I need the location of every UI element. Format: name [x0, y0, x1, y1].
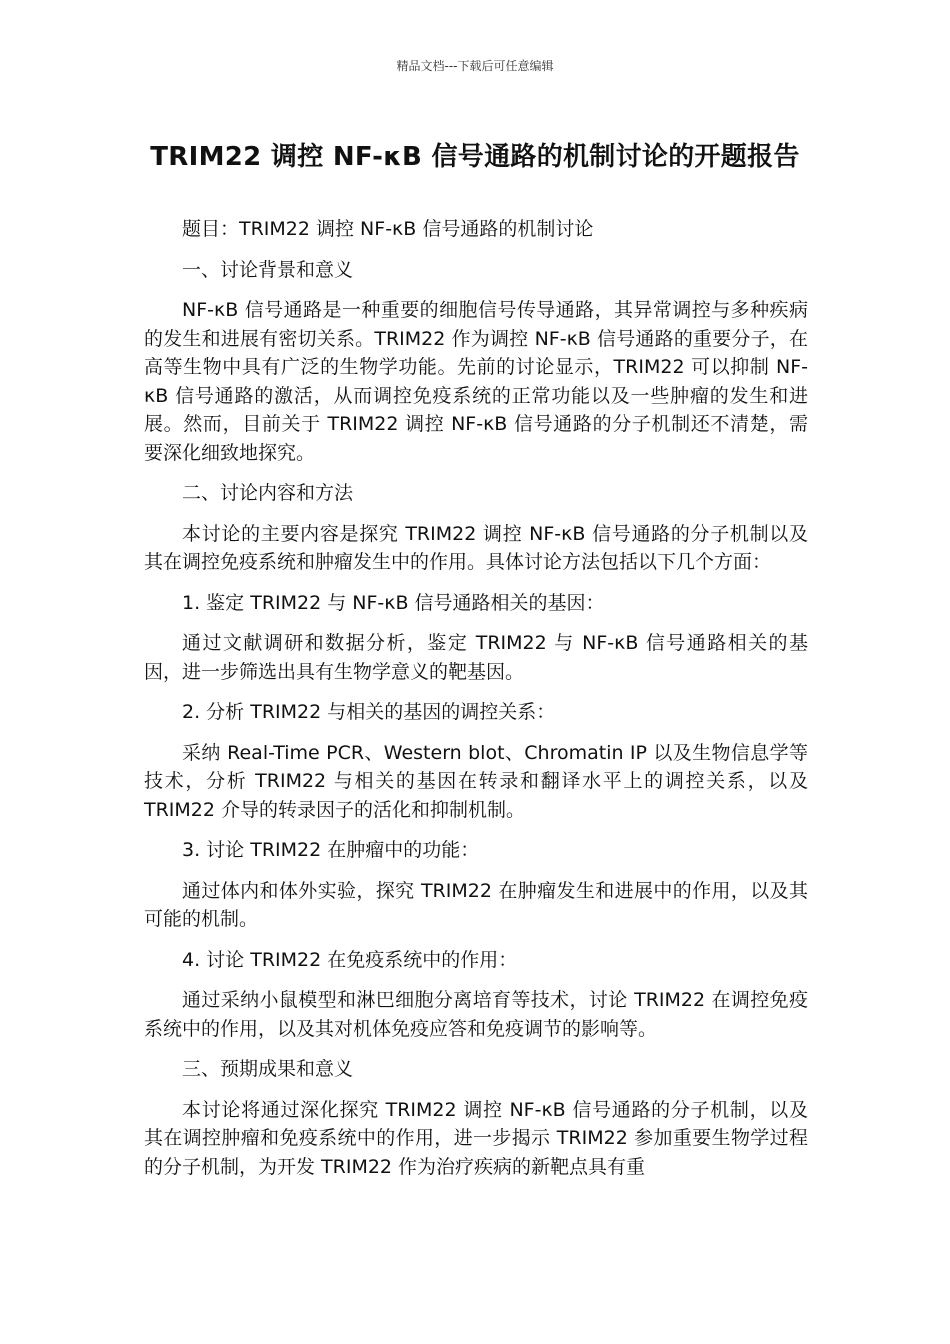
outcomes-paragraph: 本讨论将通过深化探究 TRIM22 调控 NF-κB 信号通路的分子机制，以及其在调控肿瘤和免疫系统中的作用，进一步揭示 TRIM22 参加重要生物学过程的分子机制，为开发 TRIM22 作为治疗疾病的新靶点具有重	[144, 1098, 808, 1178]
method-item-2-heading: 2. 分析 TRIM22 与相关的基因的调控关系：	[182, 701, 556, 723]
document-body	[144, 215, 808, 1193]
section-heading-outcomes: 三、预期成果和意义	[182, 1058, 354, 1080]
method-item-4-paragraph: 通过采纳小鼠模型和淋巴细胞分离培育等技术，讨论 TRIM22 在调控免疫系统中的作用，以及其对机体免疫应答和免疫调节的影响等。	[144, 989, 808, 1040]
method-item-1-paragraph: 通过文献调研和数据分析，鉴定 TRIM22 与 NF-κB 信号通路相关的基因，进一步筛选出具有生物学意义的靶基因。	[144, 632, 808, 683]
method-item-4-heading: 4. 讨论 TRIM22 在免疫系统中的作用：	[182, 948, 518, 971]
background-paragraph: NF-κB 信号通路是一种重要的细胞信号传导通路，其异常调控与多种疾病的发生和进展有密切关系。TRIM22 作为调控 NF-κB 信号通路的重要分子，在高等生物中具有广泛的生物学功能。先前的讨论显示，TRIM22 可以抑制 NF-κB 信号通路的激活，从而调控免疫系统的正常功能以及一些肿瘤的发生和进展。然而，目前关于 TRIM22 调控 NF-κB 信号通路的分子机制还不清楚，需要深化细致地探究。	[144, 299, 808, 464]
method-item-1-heading: 1. 鉴定 TRIM22 与 NF-κB 信号通路相关的基因：	[182, 591, 605, 614]
method-item-3-heading: 3. 讨论 TRIM22 在肿瘤中的功能：	[182, 839, 480, 861]
document-title: TRIM22 调控 NF-κB 信号通路的机制讨论的开题报告	[150, 142, 800, 172]
section-heading-background: 一、讨论背景和意义	[182, 258, 354, 281]
methods-intro-paragraph: 本讨论的主要内容是探究 TRIM22 调控 NF-κB 信号通路的分子机制以及其在调控免疫系统和肿瘤发生中的作用。具体讨论方法包括以下几个方面：	[144, 522, 808, 573]
topic-line: 题目：TRIM22 调控 NF-κB 信号通路的机制讨论	[182, 218, 594, 240]
header-note: 精品文档---下载后可任意编辑	[396, 59, 554, 73]
method-item-3-paragraph: 通过体内和体外实验，探究 TRIM22 在肿瘤发生和进展中的作用，以及其可能的机制。	[144, 879, 808, 930]
method-item-2-paragraph: 采纳 Real-Time PCR、Western blot、Chromatin IP 以及生物信息学等技术，分析 TRIM22 与相关的基因在转录和翻译水平上的调控关系，以及 TRIM22 介导的转录因子的活化和抑制机制。	[144, 741, 808, 821]
section-heading-methods: 二、讨论内容和方法	[182, 482, 354, 504]
